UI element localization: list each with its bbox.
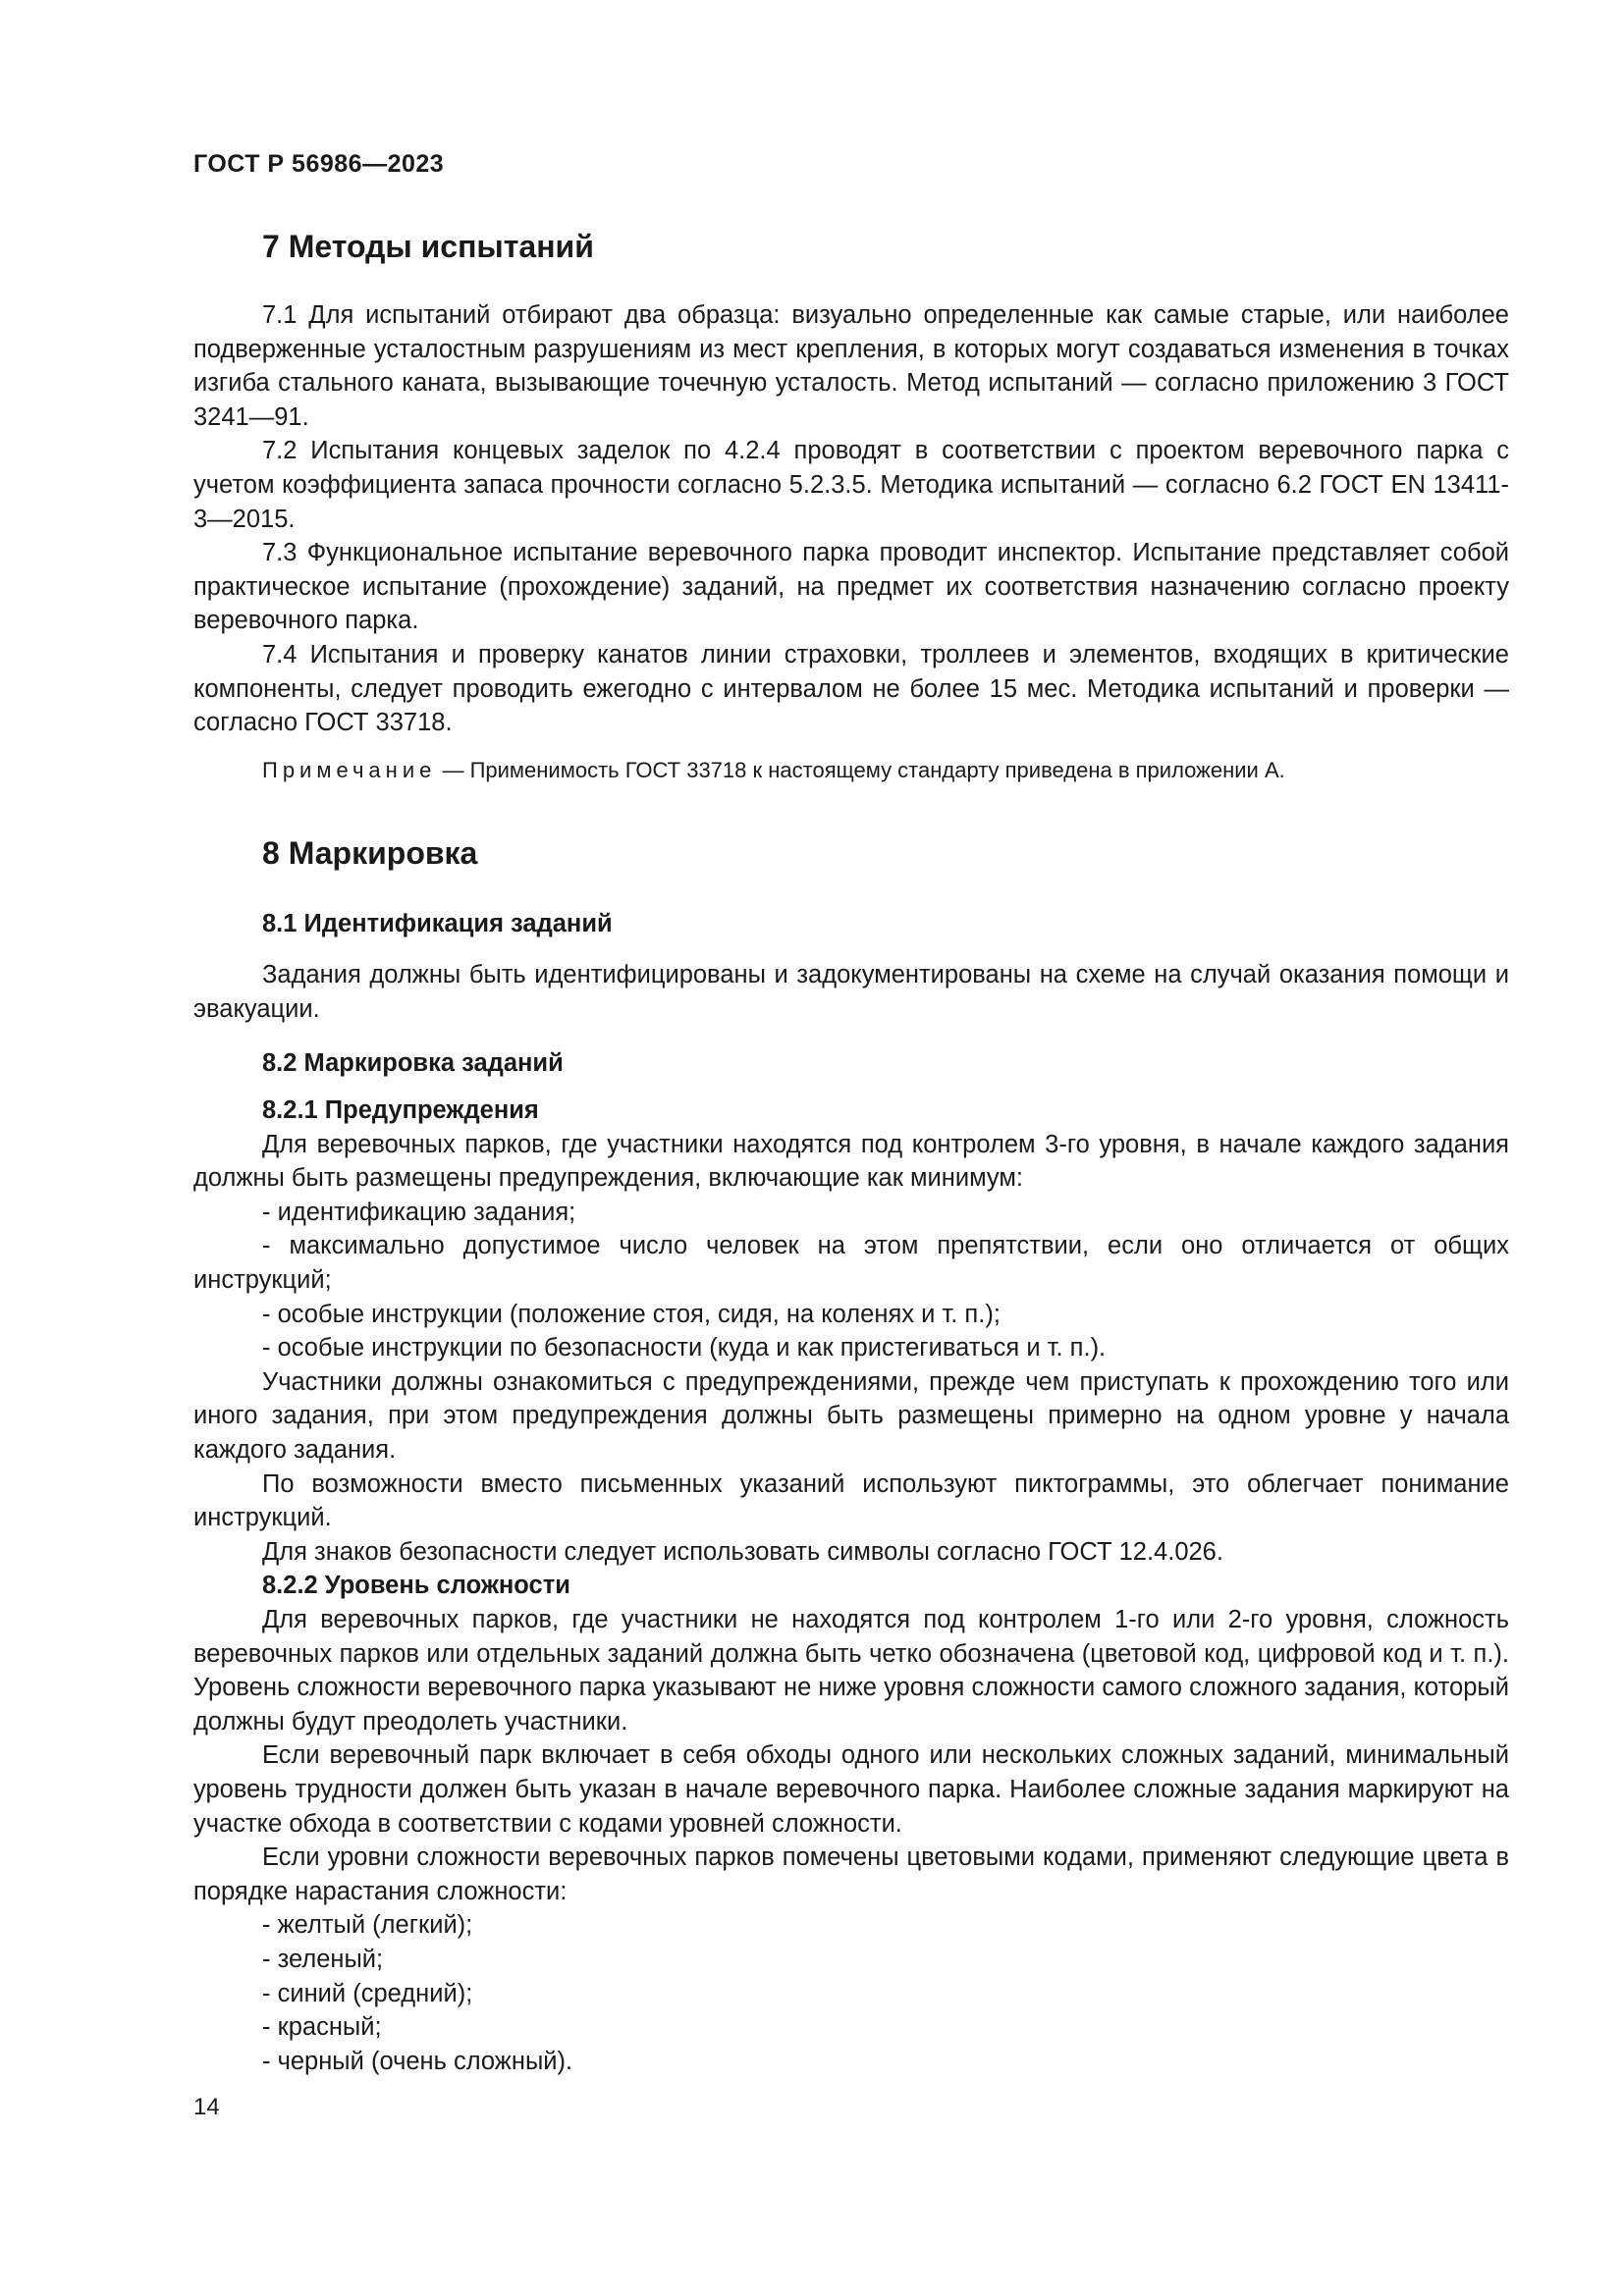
paragraph-8-2-1-c: По возможности вместо письменных указаний используют пиктограммы, это облегчает понимание инструкций. xyxy=(193,1469,1509,1532)
subsection-8-1-title: 8.1 Идентификация заданий xyxy=(262,909,613,937)
list-item: - красный; xyxy=(262,2013,382,2042)
paragraph-8-2-1-b: Участники должны ознакомиться с предупреждениями, прежде чем приступать к прохождению того или иного задания, при этом предупреждения должны быть размещены примерно на одном уровне у начала каждого задания. xyxy=(193,1367,1509,1465)
paragraph-7-3: 7.3 Функциональное испытание веревочного парка проводит инспектор. Испытание представляет собой практическое испытание (прохождение) заданий, на предмет их соответствия назначению согласно проекту веревочного парка. xyxy=(193,539,1509,635)
subsection-8-2-1-title: 8.2.1 Предупреждения xyxy=(262,1096,539,1125)
paragraph-8-2-1-d: Для знаков безопасности следует использовать символы согласно ГОСТ 12.4.026. xyxy=(262,1537,1223,1566)
list-item: - зеленый; xyxy=(262,1945,384,1973)
subsection-8-2-2-title: 8.2.2 Уровень сложности xyxy=(262,1572,570,1600)
list-item: - особые инструкции (положение стоя, сидя, на коленях и т. п.); xyxy=(262,1300,1001,1328)
list-item: - идентификацию задания; xyxy=(262,1198,576,1226)
paragraph-7-4: 7.4 Испытания и проверку канатов линии страховки, троллеев и элементов, входящих в критические компоненты, следует проводить ежегодно с интервалом не более 15 мес. Методика испытаний и проверки — согласно ГОСТ 33718. xyxy=(193,640,1509,737)
section-8-title: 8 Маркировка xyxy=(262,834,478,871)
note xyxy=(193,756,1509,785)
document-body xyxy=(193,218,1509,2078)
paragraph-8-2-2-c: Если уровни сложности веревочных парков помечены цветовыми кодами, применяют следующие цвета в порядке нарастания сложности: xyxy=(193,1843,1509,1905)
paragraph-8-2-2-a: Для веревочных парков, где участники не находятся под контролем 1-го или 2-го уровня, сложность веревочных парков или отдельных заданий должна быть четко обозначена (цветовой код, цифровой код и т. п.). Уровень сложности веревочного парка указывают не ниже уровня сложности самого сложного задания, который должны будут преодолеть участники. xyxy=(193,1606,1509,1735)
list-item: - желтый (легкий); xyxy=(262,1911,473,1940)
paragraph-8-2-1-intro: Для веревочных парков, где участники находятся под контролем 3-го уровня, в начале каждого задания должны быть размещены предупреждения, включающие как минимум: xyxy=(193,1130,1509,1193)
page-number: 14 xyxy=(193,2094,220,2120)
list-item: - максимально допустимое число человек на этом препятствии, если оно отличается от общих инструкций; xyxy=(193,1232,1509,1295)
paragraph-7-2: 7.2 Испытания концевых заделок по 4.2.4 проводят в соответствии с проектом веревочного парка с учетом коэффициента запаса прочности согласно 5.2.3.5. Методика испытаний — согласно 6.2 ГОСТ EN 13411-3—2015. xyxy=(193,437,1509,533)
note-text: — Применимость ГОСТ 33718 к настоящему стандарту приведена в приложении А. xyxy=(436,757,1285,782)
section-7-title: 7 Методы испытаний xyxy=(262,229,594,264)
paragraph-7-1: 7.1 Для испытаний отбирают два образца: визуально определенные как самые старые, или наиболее подверженные усталостным разрушениям из мест крепления, в которых могут создаваться изменения в точках изгиба стального каната, вызывающие точечную усталость. Метод испытаний — согласно приложению 3 ГОСТ 3241—91. xyxy=(193,301,1509,431)
list-item: - черный (очень сложный). xyxy=(262,2047,573,2075)
document-header: ГОСТ Р 56986—2023 xyxy=(193,150,445,178)
list-item: - особые инструкции по безопасности (куда и как пристегиваться и т. п.). xyxy=(262,1334,1107,1362)
subsection-8-2-title: 8.2 Маркировка заданий xyxy=(262,1048,564,1077)
paragraph-8-1: Задания должны быть идентифицированы и задокументированы на схеме на случай оказания помощи и эвакуации. xyxy=(193,961,1509,1023)
note-label: Примечание xyxy=(262,757,437,782)
paragraph-8-2-2-b: Если веревочный парк включает в себя обходы одного или нескольких сложных заданий, минимальный уровень трудности должен быть указан в начале веревочного парка. Наиболее сложные задания маркируют на участке обхода в соответствии с кодами уровней сложности. xyxy=(193,1741,1509,1838)
list-item: - синий (средний); xyxy=(262,1979,473,2007)
